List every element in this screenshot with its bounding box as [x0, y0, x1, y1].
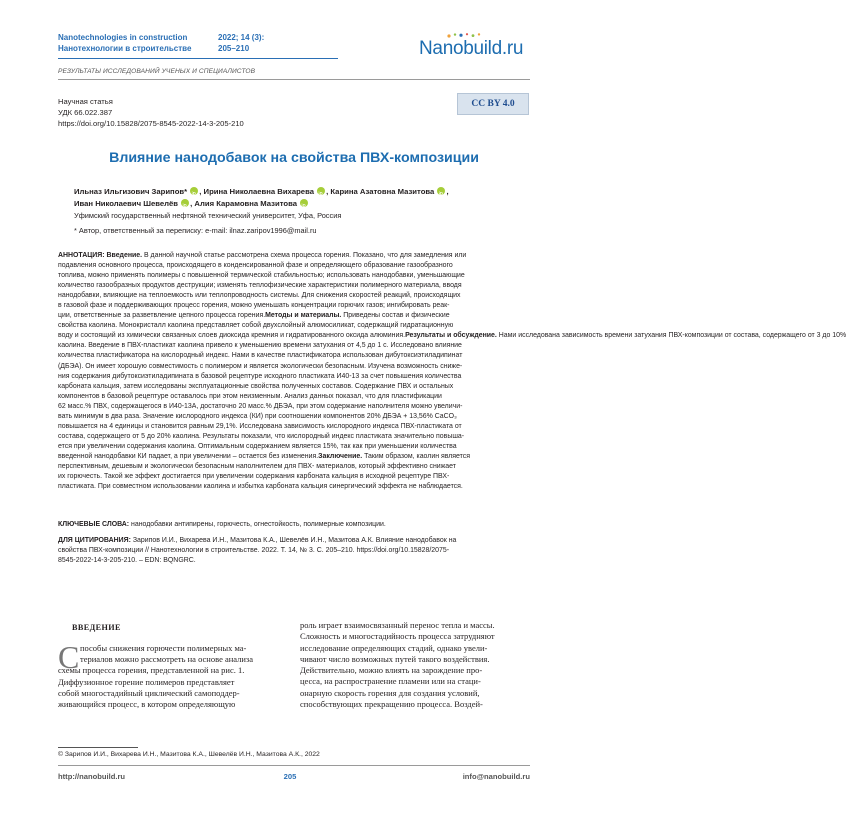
abstract-text: 62 масс.% ПВХ, содержащегося в И40-13А, достаточно 20 масс.% ДБЭА, при этом содержание наполнителя можно увеличи- — [58, 402, 463, 410]
abstract — [58, 251, 846, 492]
body-text-line: живающийся процесс, в котором определяющую — [58, 699, 236, 710]
drop-cap: С — [58, 639, 80, 675]
abstract-line — [58, 321, 530, 331]
body-text-line: онарную скорость горения для создания условий, — [300, 687, 480, 698]
abstract-section-label: Результаты и обсуждение. — [405, 332, 497, 340]
abstract-line — [58, 452, 530, 462]
body-text-line: цесса, на распространение пламени или на стаци- — [300, 676, 481, 687]
section-divider — [58, 79, 530, 80]
abstract-section-label: АННОТАЦИЯ: Введение. — [58, 252, 143, 259]
abstract-line — [58, 432, 530, 442]
abstract-text: перспективным, дешевым и экологически безопасным наполнителем для ПВХ- материалов, который эффективно снижает — [58, 462, 456, 470]
abstract-line — [58, 362, 530, 372]
abstract-text: ния содержания дибутоксиэтиладипината в базовой рецептуре исходного пластиката И40-13 за счет повышения количества — [58, 372, 462, 380]
header-divider — [58, 58, 338, 59]
abstract-line — [58, 271, 530, 281]
abstract-line — [58, 402, 530, 412]
abstract-line — [58, 261, 530, 271]
author-name: , Ирина Николаевна Вихарева — [199, 187, 314, 196]
body-text-line: исследование определяющих стадий, однако увели- — [300, 642, 488, 653]
article-type: Научная статья — [58, 97, 113, 106]
abstract-text: ции, ответственные за разветвление цепного процесса горения. — [58, 312, 266, 320]
abstract-text: Нами исследована зависимость времени затухания ПВХ-композиции от состава, содержащего от 3 до 10% — [496, 332, 846, 340]
body-text-line: схемы процесса горения, представленной на рис. 1. — [58, 665, 245, 676]
article-meta — [58, 96, 244, 130]
abstract-line — [58, 311, 530, 321]
citation-text: 8545-2022-14-3-205-210. – EDN: BQNGRC. — [58, 557, 196, 565]
citation-label: ДЛЯ ЦИТИРОВАНИЯ: — [58, 537, 131, 544]
abstract-line — [58, 382, 530, 392]
abstract-text: в газовой фазе и поддерживающих процесс горения, можно уменьшать концентрации горючих газов; ингибировать реак- — [58, 302, 450, 310]
abstract-line — [58, 472, 530, 482]
abstract-text: свойства каолина. Монокристалл каолина представляет собой двухслойный алюмосиликат, содержащий гидратационную — [58, 322, 454, 330]
footer-divider — [58, 765, 530, 766]
abstract-text: Таким образом, каолин является — [362, 452, 470, 460]
abstract-text: нанодобавки, влияющие на теплоемкость или теплопроводность системы. Для снижения скоростей реакций, происходящих — [58, 292, 461, 300]
body-text-line: териалов можно рассмотреть на основе анализа — [80, 654, 254, 665]
abstract-line — [58, 351, 530, 361]
footer-website-link[interactable]: http://nanobuild.ru — [58, 772, 126, 781]
abstract-text: количества пластификатора на кислородный индекс. Нами в качестве пластификатора использован дибутоксиэтиладипинат — [58, 352, 463, 360]
orcid-icon[interactable] — [181, 199, 189, 207]
abstract-text: пластиката. При совместном использовании каолина и избытка карбоната кальция синергический эффекта не наблюдается. — [58, 483, 463, 491]
intro-left-column — [58, 639, 280, 710]
abstract-text: Приведены состав и физические — [341, 312, 450, 320]
journal-name — [58, 33, 191, 54]
abstract-section-label: Методы и материалы. — [265, 312, 342, 320]
nanobuild-logo — [419, 32, 531, 62]
abstract-line — [58, 462, 530, 472]
issue-pages: 205–210 — [218, 43, 250, 53]
abstract-text: топлива, можно применять полимеры с повышенной термической стабильностью; использовать нанодобавки, уменьшающие — [58, 272, 465, 280]
abstract-text: подавления основного процесса, происходящего в конденсированной фазе и определяющего образование газообразного — [58, 262, 453, 270]
body-text-line: Сложность и многостадийность процесса затрудняют — [300, 631, 495, 642]
article-title: Влияние нанодобавок на свойства ПВХ-композиции — [109, 150, 479, 166]
keywords-text: нанодобавки антипирены, горючесть, огнестойкость, полимерные композиции. — [129, 521, 386, 528]
citation — [58, 536, 530, 566]
orcid-icon[interactable] — [437, 187, 445, 195]
abstract-line — [58, 372, 530, 382]
abstract-line — [58, 482, 530, 492]
abstract-line — [58, 442, 530, 452]
abstract-section-label: Заключение. — [318, 452, 363, 460]
abstract-line — [58, 251, 530, 261]
copyright-notice: © Зарипов И.И., Вихарева И.Н., Мазитова К.А., Шевелёв И.Н., Мазитова А.К., 2022 — [58, 751, 320, 758]
author-name: , Карина Азатовна Мазитова — [326, 187, 435, 196]
intro-right-column — [300, 620, 530, 710]
keywords — [58, 521, 530, 528]
author-separator: , — [446, 187, 449, 196]
abstract-text: повышается на 4 единицы и становится равным 29,1%. Исследована зависимость кислородного индекса ПВХ-пластиката от — [58, 422, 462, 430]
abstract-line — [58, 392, 530, 402]
copyright-divider — [58, 747, 138, 748]
orcid-icon[interactable] — [300, 199, 308, 207]
abstract-text: введенной нанодобавки КИ падает, а при увеличении – остается без изменения. — [58, 452, 319, 460]
author-name: , Алия Карамовна Мазитова — [190, 199, 297, 209]
abstract-text: количество газообразных продуктов деструкции; изменять теплофизические характеристики полимерного материала, вводя — [58, 282, 462, 290]
body-text-line: роль играет взаимосвязанный перенос тепла и массы. — [300, 620, 495, 630]
abstract-text: вать минимум в два раза. Значение кислородного индекса (КИ) при соотношении компонентов 20% ДБЭА + 13,56% CaCO₃ — [58, 412, 457, 420]
citation-text: Зарипов И.И., Вихарева И.Н., Мазитова К.А., Шевелёв И.Н., Мазитова А.К. Влияние нанодобавок на — [130, 537, 457, 544]
abstract-text: ется при увеличении содержания каолина. Оптимальным содержанием является 15%, так как при уменьшении количества — [58, 442, 457, 450]
body-text-line: Диффузионное горение полимеров представляет — [58, 676, 235, 687]
abstract-line — [58, 331, 846, 341]
doi-link[interactable]: https://doi.org/10.15828/2075-8545-2022-14-3-205-210 — [58, 119, 244, 129]
abstract-line — [58, 281, 530, 291]
footer-email-link[interactable]: info@nanobuild.ru — [462, 772, 530, 781]
abstract-text: карбоната кальция, затем исследованы эксплуатационные свойства полученных составов. Содержание ПВХ и остальных — [58, 382, 454, 390]
abstract-text: (ДБЭА). Он имеет хорошую совместимость с полимером и является экологически безопасным. Изучена возможность сниже- — [58, 362, 463, 370]
abstract-text: состава, содержащего от 5 до 20% каолина. Результаты показали, что кислородный индекс пластиката значительно повыша- — [58, 432, 465, 440]
orcid-icon[interactable] — [190, 187, 198, 195]
keywords-label: КЛЮЧЕВЫЕ СЛОВА: — [58, 521, 130, 528]
intro-heading: ВВЕДЕНИЕ — [72, 623, 121, 632]
abstract-text: В данной научной статье рассмотрена схема процесса горения. Показано, что для замедления или — [142, 252, 467, 259]
license-badge[interactable]: CC BY 4.0 — [457, 93, 529, 115]
abstract-line — [58, 422, 530, 432]
section-label: РЕЗУЛЬТАТЫ ИССЛЕДОВАНИЙ УЧЕНЫХ И СПЕЦИАЛИСТОВ — [58, 68, 256, 75]
journal-name-en: Nanotechnologies in construction — [58, 33, 188, 42]
logo-text: Nanobuild.ru — [419, 38, 524, 59]
body-text-line: пособы снижения горючести полимерных ма- — [80, 643, 247, 653]
citation-text: свойства ПВХ-композиции // Нанотехнологии в строительстве. 2022. Т. 14, № 3. С. 205–210. https://doi.org/10.15828/2075- — [58, 547, 450, 555]
abstract-line — [58, 301, 530, 311]
abstract-text: компонентов в базовой рецептуре оставалось при этом неизменным. Анализ данных показал, что для пластификации — [58, 392, 442, 400]
author-name: Ильназ Ильгизович Зарипов* — [74, 187, 188, 196]
author-list — [74, 186, 524, 210]
author-name: Иван Николаевич Шевелёв — [74, 199, 179, 209]
body-text-line: Действительно, можно влиять на зарождение про- — [300, 665, 483, 675]
body-text-line: чивают число возможных путей такого воздействия. — [300, 653, 490, 664]
abstract-text: их горючесть. Такой же эффект достигается при увеличении содержания карбоната кальция в исходной рецептуре ПВХ- — [58, 473, 450, 481]
body-text-line: собой многостадийный циклический самоподдер- — [58, 687, 240, 698]
abstract-text: воду и состоящий из химически связанных слоев диоксида кремния и гидратированного оксида алюминия. — [58, 332, 406, 340]
abstract-text: каолина. Введение в ПВХ-пластикат каолина привело к уменьшению времени затухания от 4,5 до 1 с. Исследовано влияние — [58, 342, 462, 350]
body-text-line: способствующих прекращению процесса. Воздей- — [300, 698, 483, 709]
issue-info — [218, 33, 264, 54]
orcid-icon[interactable] — [317, 187, 325, 195]
abstract-line — [58, 412, 530, 422]
corresponding-author: * Автор, ответственный за переписку: e-mail: ilnaz.zaripov1996@mail.ru — [74, 226, 317, 235]
abstract-line — [58, 291, 530, 301]
journal-name-ru: Нанотехнологии в строительстве — [58, 43, 192, 53]
issue-volume: 2022; 14 (3): — [218, 33, 265, 42]
affiliation: Уфимский государственный нефтяной технический университет, Уфа, Россия — [74, 211, 342, 220]
page-number: 205 — [283, 772, 297, 781]
udc-code: УДК 66.022.387 — [58, 108, 113, 118]
abstract-line — [58, 341, 530, 351]
